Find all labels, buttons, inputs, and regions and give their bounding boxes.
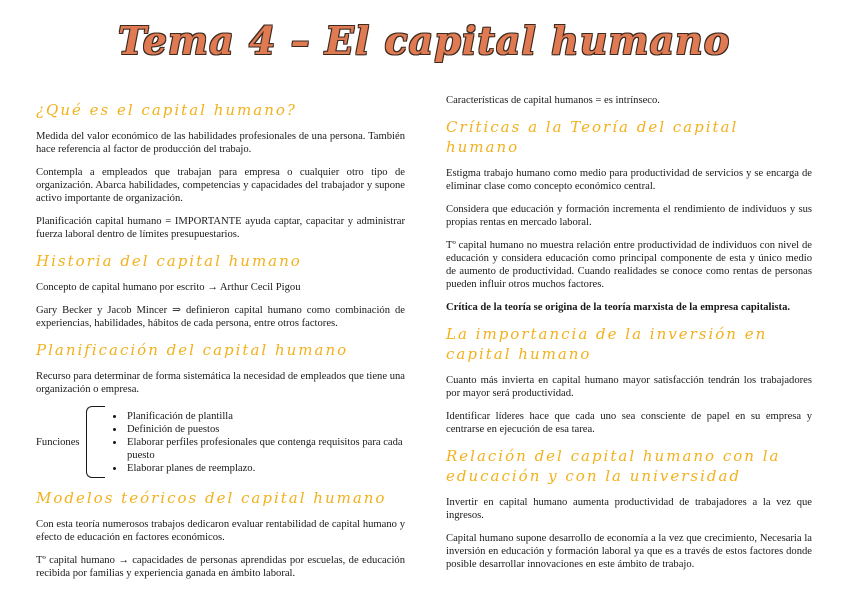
paragraph: Tº capital humano → capacidades de personas aprendidas por escuelas, de educación recibida por familias y experiencia ganada en ámbito laboral. (36, 555, 405, 579)
paragraph: Capital humano supone desarrollo de economía a la vez que crecimiento, Necesaria la inversión en educación y formación laboral ya que es a través de estos factores donde posible desarrollar innovaciones en este ámbito de trabajo. (446, 533, 812, 570)
left-column (36, 94, 405, 590)
paragraph: Concepto de capital humano por escrito → Arthur Cecil Pigou (36, 282, 301, 293)
paragraph: Medida del valor económico de las habilidades profesionales de una persona. También hace referencia al factor de producción del trabajo. (36, 131, 405, 155)
paragraph-bold (446, 301, 812, 314)
functions-label: Funciones (36, 436, 80, 448)
right-column (446, 94, 812, 581)
section-heading-investment: La importancia de la inversión en capital humano (446, 325, 768, 363)
paragraph: Cuanto más invierta en capital humano mayor satisfacción tendrán los trabajadores por mayor será productividad. (446, 375, 812, 399)
page-title: Tema 4 – El capital humano (117, 18, 731, 63)
section-heading-what-is: ¿Qué es el capital humano? (36, 101, 297, 119)
paragraph: Planificación capital humano = IMPORTANTE ayuda captar, capacitar y administrar fuerza laboral dentro de límites presupuestarios. (36, 216, 405, 240)
paragraph: Estigma trabajo humano como medio para productividad de servicios y se encarga de eliminar clase como concepto económico central. (446, 168, 812, 192)
list-item: • Elaborar planes de reemplazo. (125, 462, 405, 475)
section-heading-models: Modelos teóricos del capital humano (36, 489, 387, 507)
paragraph: Con esta teoría numerosos trabajos dedicaron evaluar rentabilidad de capital humano y efecto de educación en factores económicos. (36, 519, 405, 543)
section-heading-planning: Planificación del capital humano (36, 341, 349, 359)
functions-list-block (36, 406, 405, 478)
brace-icon (86, 406, 105, 478)
paragraph: Identificar líderes hace que cada uno sea consciente de papel en su empresa y centrarse en ejecución de esa tarea. (446, 411, 812, 435)
paragraph: Características de capital humanos = es intrínseco. (446, 95, 660, 106)
paragraph: Tº capital humano no muestra relación entre productividad de individuos con nivel de educación y considera educación como principal componente de esta y único medio de aumento de productividad. Cuando realidades se conoce como rentas de personas pueden influir otros muchos factores. (446, 240, 812, 290)
paragraph: Gary Becker y Jacob Mincer ⇒ definieron capital humano como combinación de experiencias, habilidades, hábitos de cada persona, entre otros factores. (36, 305, 405, 329)
section-heading-critiques: Críticas a la Teoría del capital humano (446, 118, 739, 156)
list-item: • Elaborar perfiles profesionales que contenga requisitos para cada puesto (125, 436, 405, 462)
section-heading-education: Relación del capital humano con la educación y con la universidad (446, 447, 781, 485)
paragraph: Invertir en capital humano aumenta productividad de trabajadores a la vez que ingresos. (446, 497, 812, 521)
list-item: • Definición de puestos (125, 423, 405, 436)
functions-list (111, 410, 405, 475)
section-heading-history: Historia del capital humano (36, 252, 302, 270)
paragraph: Considera que educación y formación incrementa el rendimiento de individuos y sus propias rentas en mercado laboral. (446, 204, 812, 228)
paragraph: Recurso para determinar de forma sistemática la necesidad de empleados que tiene una organización o empresa. (36, 371, 405, 395)
bold-text: Crítica de la teoría se origina de la teoría marxista de la empresa capitalista. (446, 302, 791, 313)
paragraph: Contempla a empleados que trabajan para empresa o cualquier otro tipo de organización. Abarca habilidades, competencias y capacidades del trabajador y supone activo importante de organización. (36, 167, 405, 204)
list-item: • Planificación de plantilla (125, 410, 405, 423)
